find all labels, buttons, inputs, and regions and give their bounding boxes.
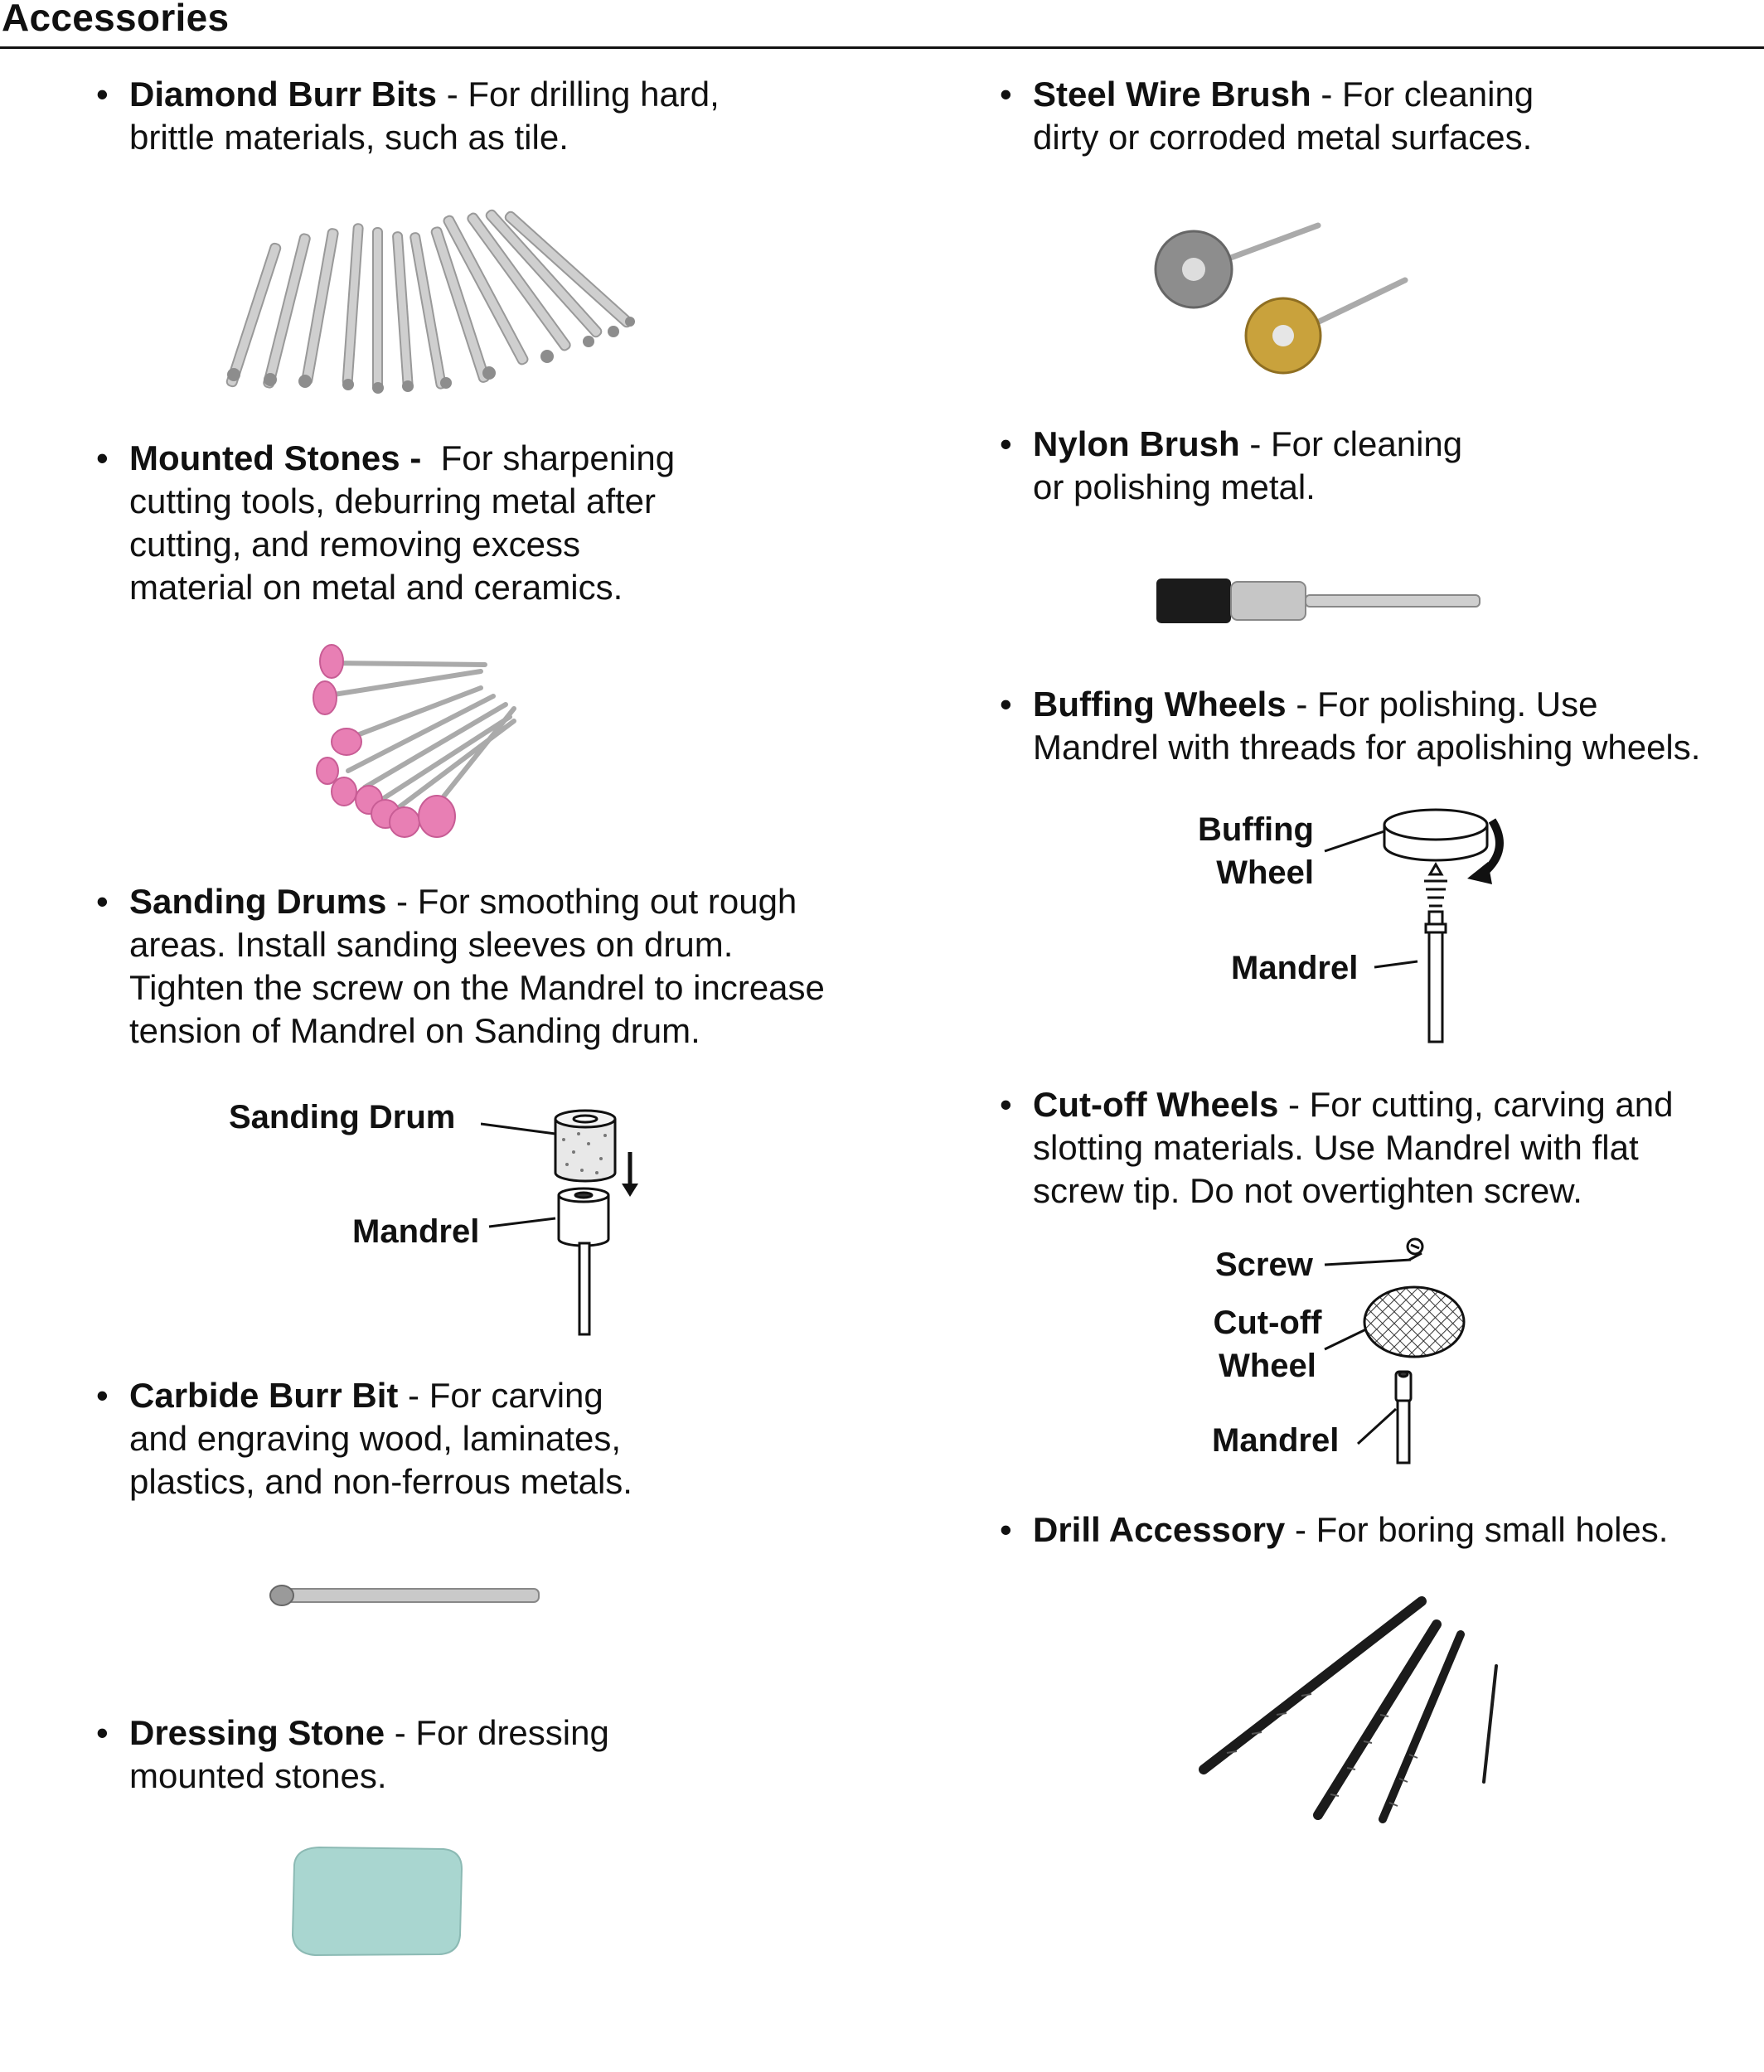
buffing-wheel-label-line: Wheel xyxy=(1216,854,1314,891)
accessory-item-diamond-burr-bits xyxy=(96,73,720,159)
accessory-desc-line: - For drilling hard, xyxy=(446,75,720,114)
cutoff-mandrel-label: Mandrel xyxy=(1212,1422,1340,1459)
accessory-name: Drill Accessory xyxy=(1033,1510,1286,1549)
buffing-wheel-label-line: Buffing xyxy=(1198,811,1314,848)
buffing-wheel-diagram xyxy=(1318,792,1517,1048)
accessory-name: Carbide Burr Bit xyxy=(129,1376,399,1415)
accessory-desc-line: Mandrel with threads for apolishing wheels. xyxy=(1033,728,1701,767)
bullet-icon: • xyxy=(1000,424,1012,463)
nylon-brush-image xyxy=(1156,572,1488,630)
accessory-desc-line: material on metal and ceramics. xyxy=(129,568,623,607)
bullet-icon: • xyxy=(96,438,109,477)
accessory-name: Mounted Stones - xyxy=(129,438,422,477)
accessory-desc-line: plastics, and non-ferrous metals. xyxy=(129,1462,632,1501)
accessory-item-nylon-brush xyxy=(1000,423,1463,509)
accessory-desc-line: cutting tools, deburring metal after xyxy=(129,482,657,520)
accessory-desc-line: Tighten the screw on the Mandrel to increase xyxy=(129,968,825,1007)
accessory-name: Dressing Stone xyxy=(129,1713,385,1752)
accessory-item-cut-off-wheels xyxy=(1000,1083,1674,1213)
accessory-item-carbide-burr-bit xyxy=(96,1374,632,1503)
accessory-desc-line: or polishing metal. xyxy=(1033,467,1316,506)
cutoff-screw-label: Screw xyxy=(1215,1247,1313,1283)
accessory-desc-line: screw tip. Do not overtighten screw. xyxy=(1033,1171,1582,1210)
dressing-stone-image xyxy=(286,1844,468,1960)
accessory-name: Cut-off Wheels xyxy=(1033,1085,1279,1124)
accessory-name: Diamond Burr Bits xyxy=(129,75,438,114)
accessory-desc-line: mounted stones. xyxy=(129,1756,387,1795)
bullet-icon: • xyxy=(1000,75,1012,114)
bullet-icon: • xyxy=(1000,685,1012,724)
accessory-desc-line: brittle materials, such as tile. xyxy=(129,118,569,157)
accessory-desc-line: tension of Mandrel on Sanding drum. xyxy=(129,1011,700,1050)
sanding-drum-label: Sanding Drum xyxy=(229,1099,456,1135)
accessory-item-drill-accessory xyxy=(1000,1508,1669,1552)
accessory-item-dressing-stone xyxy=(96,1711,609,1798)
cut-off-wheel-diagram xyxy=(1318,1235,1484,1467)
diamond-burr-bits-image xyxy=(216,191,680,398)
bullet-icon: • xyxy=(96,882,109,921)
steel-wire-brush-image xyxy=(1152,215,1418,381)
accessory-desc-line: slotting materials. Use Mandrel with flat xyxy=(1033,1128,1639,1167)
accessory-desc-line: cutting, and removing excess xyxy=(129,525,580,564)
accessory-name: Sanding Drums xyxy=(129,882,387,921)
accessory-desc-line: - For cleaning xyxy=(1249,424,1463,463)
accessory-desc-line: - For cleaning xyxy=(1321,75,1534,114)
bullet-icon: • xyxy=(96,1713,109,1752)
accessory-desc-line: - For dressing xyxy=(394,1713,609,1752)
drill-bits-image xyxy=(1194,1591,1509,1832)
accessory-desc-line: - For polishing. Use xyxy=(1296,685,1598,724)
mounted-stones-image xyxy=(307,638,531,845)
bullet-icon: • xyxy=(96,75,109,114)
buffing-wheel-label xyxy=(1161,808,1314,894)
accessory-desc-line: and engraving wood, laminates, xyxy=(129,1419,622,1458)
accessory-desc-line: - For smoothing out rough xyxy=(396,882,797,921)
accessory-name: Buffing Wheels xyxy=(1033,685,1287,724)
bullet-icon: • xyxy=(1000,1085,1012,1124)
sanding-drum-diagram xyxy=(481,1094,647,1343)
bullet-icon: • xyxy=(1000,1510,1012,1549)
cutoff-wheel-label xyxy=(1205,1301,1330,1387)
accessory-item-buffing-wheels xyxy=(1000,683,1701,769)
section-title: Accessories xyxy=(2,0,230,39)
accessory-item-mounted-stones xyxy=(96,437,676,609)
accessory-item-sanding-drums xyxy=(96,880,825,1053)
accessory-name: Nylon Brush xyxy=(1033,424,1240,463)
accessory-desc-line: - For cutting, carving and xyxy=(1287,1085,1674,1124)
accessory-desc-line: areas. Install sanding sleeves on drum. xyxy=(129,925,734,964)
bullet-icon: • xyxy=(96,1376,109,1415)
accessory-item-steel-wire-brush xyxy=(1000,73,1534,159)
carbide-burr-bit-image xyxy=(265,1575,547,1616)
sanding-mandrel-label: Mandrel xyxy=(352,1213,480,1250)
cutoff-wheel-label-line: Wheel xyxy=(1219,1348,1316,1384)
header-divider xyxy=(0,46,1764,49)
accessory-desc-line: For sharpening xyxy=(440,438,676,477)
cutoff-wheel-label-line: Cut-off xyxy=(1213,1305,1322,1341)
accessory-name: Steel Wire Brush xyxy=(1033,75,1311,114)
accessory-desc-line: - For carving xyxy=(408,1376,603,1415)
buffing-mandrel-label: Mandrel xyxy=(1231,950,1359,986)
accessory-desc-line: dirty or corroded metal surfaces. xyxy=(1033,118,1533,157)
accessory-desc-line: - For boring small holes. xyxy=(1294,1510,1669,1549)
